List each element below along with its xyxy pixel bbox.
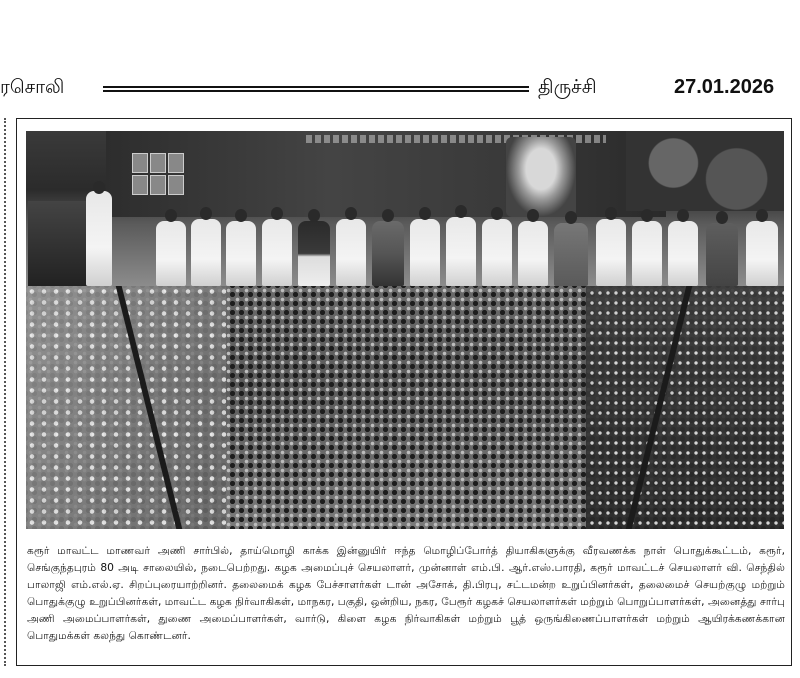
podium	[28, 201, 88, 286]
column-divider	[4, 118, 6, 666]
stage-banner	[106, 131, 666, 217]
photo-caption: கரூர் மாவட்ட மாணவர் அணி சார்பில், தாய்மொழி காக்க இன்னுயிர் ஈந்த மொழிப்போர்த் தியாகிகளுக்கு வீரவணக்க நாள் பொதுக்கூட்டம், கரூர், செங்குந்தபுரம் 80 அடி சாலையில், நடைபெற்றது. கழக அமைப்புச் செயலாளர், முன்னாள் எம்.பி. ஆர்.எஸ்.பாரதி, கரூர் மாவட்டச் செயலாளர் வி. செந்தில் பாலாஜி எம்.எல்.ஏ. சிறப்புரையாற்றினர். தலைமைக் கழக பேச்சாளர்கள் டான் அசோக், தி.பிரபு, சட்டமன்ற உறுப்பினர்கள், தலைமைச் செயற்குழு மற்றும் பொதுக்குழு உறுப்பினர்கள், மாவட்ட கழக நிர்வாகிகள், மாநகர, பகுதி, ஒன்றிய, நகர, பேரூர் கழகச் செயலாளர்கள் மற்றும் பொறுப்பாளர்கள், அனைத்து சார்பு அணி அமைப்பாளர்கள், துணை அமைப்பாளர்கள், வார்டு, கிளை கழக நிர்வாகிகள் மற்றும் பூத் ஒருங்கிணைப்பாளர்கள் மற்றும் ஆயிரக்கணக்கான பொதுமக்கள் கலந்து கொண்டனர்.	[27, 544, 785, 642]
news-photo	[26, 131, 784, 529]
stage-photo	[26, 131, 784, 286]
edition-city: திருச்சி	[538, 76, 597, 98]
edition-date: 27.01.2026	[674, 76, 775, 98]
news-article	[16, 118, 792, 666]
banner-portrait	[506, 137, 576, 217]
page-header	[0, 72, 800, 106]
header-rule	[103, 86, 529, 92]
masthead-title: ரசொலி	[0, 76, 65, 98]
